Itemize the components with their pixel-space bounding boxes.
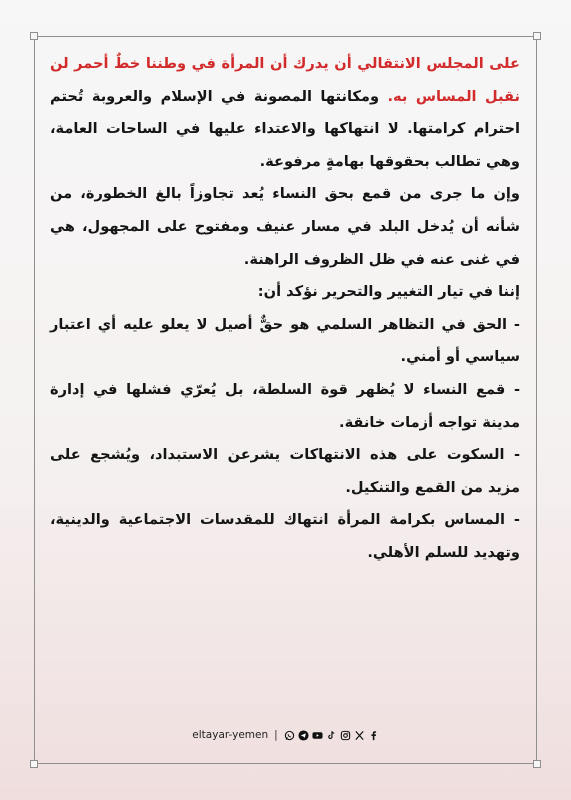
intro-highlight: على المجلس الانتقالي أن يدرك أن المرأة في وطننا خطٌ أحمر لن نقبل المساس به.: [50, 55, 520, 105]
point-1: - الحق في التظاهر السلمي هو حقٌّ أصيل لا يعلو عليه أي اعتبار سياسي أو أمني.: [50, 315, 520, 366]
instagram-icon[interactable]: [340, 730, 351, 741]
point-2: - قمع النساء لا يُظهر قوة السلطة، بل يُعرّي فشلها في إدارة مدينة تواجه أزمات خانقة.: [50, 380, 520, 431]
statement-body: [50, 48, 520, 570]
intro-text: ومكانتها المصونة في الإسلام والعروبة تُحتم احترام كرامتها. لا انتهاكها والاعتداء عليها في الساحات العامة، وهي تطالب بحقوقها بهامةٍ مرفوعة.: [50, 87, 520, 170]
footer-separator: |: [274, 729, 278, 741]
telegram-icon[interactable]: [298, 730, 309, 741]
x-icon[interactable]: [354, 730, 365, 741]
tiktok-icon[interactable]: [326, 730, 337, 741]
intro-paragraph: [50, 48, 520, 178]
whatsapp-icon[interactable]: [284, 730, 295, 741]
frame-corner: [533, 32, 541, 40]
lead-in: إننا في تيار التغيير والتحرير نؤكد أن:: [257, 283, 520, 301]
youtube-icon[interactable]: [312, 730, 323, 741]
paragraph-2: وإن ما جرى من قمع بحق النساء يُعد تجاوزاً بالغ الخطورة، من شأنه أن يُدخل البلد في مسار عنيف ومفتوح على المجهول، هي في غنى عنه في ظل الظروف الراهنة.: [50, 185, 520, 268]
frame-corner: [30, 32, 38, 40]
frame-corner: [533, 760, 541, 768]
social-icons: [284, 730, 379, 741]
footer: [0, 729, 571, 741]
facebook-icon[interactable]: [368, 730, 379, 741]
footer-handle: eltayar-yemen: [192, 729, 269, 741]
frame-corner: [30, 760, 38, 768]
point-3: - السكوت على هذه الانتهاكات يشرعن الاستبداد، ويُشجع على مزيد من القمع والتنكيل.: [50, 446, 520, 496]
point-4: - المساس بكرامة المرأة انتهاك للمقدسات الاجتماعية والدينية، وتهديد للسلم الأهلي.: [50, 511, 520, 561]
